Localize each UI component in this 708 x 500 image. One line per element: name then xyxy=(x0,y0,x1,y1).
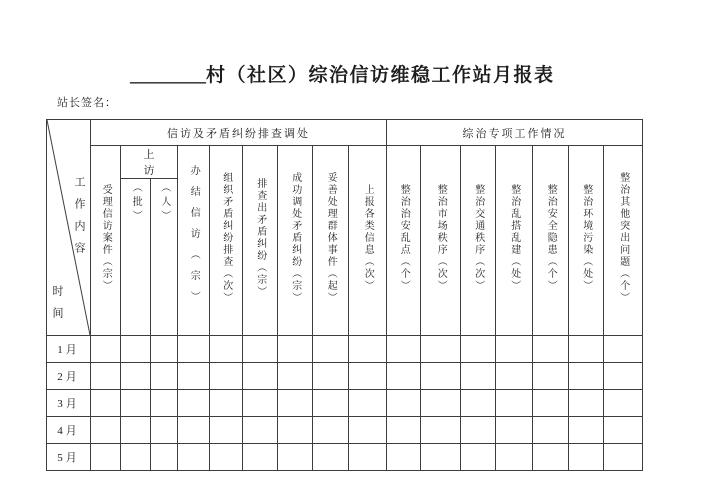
data-cell xyxy=(533,417,569,444)
data-cell xyxy=(496,390,533,417)
data-cell xyxy=(533,444,569,471)
data-cell xyxy=(313,417,349,444)
data-cell xyxy=(313,363,349,390)
data-cell xyxy=(496,417,533,444)
data-cell xyxy=(349,336,387,363)
data-cell xyxy=(91,417,121,444)
column-header-other-problems: 整治其他突出问题（个） xyxy=(604,146,643,336)
data-cell xyxy=(278,390,313,417)
data-cell xyxy=(461,444,496,471)
data-cell xyxy=(461,417,496,444)
data-cell xyxy=(210,363,243,390)
data-cell xyxy=(604,417,643,444)
data-cell xyxy=(91,336,121,363)
data-cell xyxy=(243,363,278,390)
page-title xyxy=(130,60,555,87)
data-cell xyxy=(121,390,151,417)
data-cell xyxy=(387,444,421,471)
data-cell xyxy=(533,390,569,417)
month-cell-jan: 1月 xyxy=(47,336,91,363)
data-cell xyxy=(533,336,569,363)
data-cell xyxy=(461,363,496,390)
data-cell xyxy=(604,363,643,390)
data-cell xyxy=(496,336,533,363)
data-cell xyxy=(349,390,387,417)
data-cell xyxy=(151,444,178,471)
data-cell xyxy=(151,336,178,363)
month-cell-mar: 3月 xyxy=(47,390,91,417)
data-cell xyxy=(243,444,278,471)
data-cell xyxy=(569,417,604,444)
data-cell xyxy=(604,336,643,363)
column-header-market-order: 整治市场秩序（次） xyxy=(421,146,461,336)
data-cell xyxy=(387,336,421,363)
data-cell xyxy=(313,390,349,417)
signature-label: 站长签名： xyxy=(57,97,117,109)
column-header-petition-persons: （人） xyxy=(151,179,178,336)
data-cell xyxy=(313,444,349,471)
data-cell xyxy=(278,363,313,390)
corner-cell xyxy=(47,120,91,336)
data-cell xyxy=(421,363,461,390)
data-cell xyxy=(178,336,210,363)
column-header-accepted-cases: 受理信访案件（宗） xyxy=(91,146,121,336)
month-cell-may: 5月 xyxy=(47,444,91,471)
data-cell xyxy=(210,444,243,471)
data-cell xyxy=(604,444,643,471)
data-cell xyxy=(210,417,243,444)
data-cell xyxy=(387,363,421,390)
data-cell xyxy=(243,390,278,417)
data-cell xyxy=(421,444,461,471)
data-cell xyxy=(349,444,387,471)
data-cell xyxy=(121,417,151,444)
data-cell xyxy=(278,444,313,471)
data-cell xyxy=(387,417,421,444)
data-cell xyxy=(121,336,151,363)
column-header-safety-hazards: 整治安全隐患（个） xyxy=(533,146,569,336)
data-cell xyxy=(178,444,210,471)
corner-column-axis-label: 工作内容 xyxy=(73,176,85,264)
data-cell xyxy=(533,363,569,390)
data-cell xyxy=(243,336,278,363)
column-header-petition-batches: （批） xyxy=(121,179,151,336)
page-title-text: 村（社区）综治信访维稳工作站月报表 xyxy=(206,65,555,86)
data-cell xyxy=(151,390,178,417)
data-cell xyxy=(121,363,151,390)
group-header-shangfang: 上访 xyxy=(121,146,178,179)
column-header-organized-investigations: 组织矛盾纠纷排查（次） xyxy=(210,146,243,336)
data-cell xyxy=(91,390,121,417)
column-header-environmental-pollution: 整治环境污染（处） xyxy=(569,146,604,336)
group-header-xinfang: 信访及矛盾纠纷排查调处 xyxy=(91,120,387,146)
column-header-closed-cases: 办结信访（宗） xyxy=(178,146,210,336)
corner-row-axis-label: 时间 xyxy=(51,285,63,329)
data-cell xyxy=(461,390,496,417)
data-cell xyxy=(421,390,461,417)
column-header-mass-incidents-handled: 妥善处理群体事件（起） xyxy=(313,146,349,336)
data-cell xyxy=(496,444,533,471)
data-cell xyxy=(178,363,210,390)
data-cell xyxy=(91,363,121,390)
title-blank-underline: ________ xyxy=(130,65,206,86)
data-cell xyxy=(421,417,461,444)
column-header-illegal-structures: 整治乱搭乱建（处） xyxy=(496,146,533,336)
data-cell xyxy=(569,336,604,363)
data-cell xyxy=(178,417,210,444)
data-cell xyxy=(569,363,604,390)
data-cell xyxy=(278,336,313,363)
data-cell xyxy=(313,336,349,363)
data-cell xyxy=(278,417,313,444)
monthly-report-table xyxy=(46,119,643,471)
data-cell xyxy=(604,390,643,417)
data-cell xyxy=(349,363,387,390)
data-cell xyxy=(569,444,604,471)
data-cell xyxy=(387,390,421,417)
data-cell xyxy=(91,444,121,471)
column-header-reports-submitted: 上报各类信息（次） xyxy=(349,146,387,336)
data-cell xyxy=(243,417,278,444)
data-cell xyxy=(178,390,210,417)
month-cell-feb: 2月 xyxy=(47,363,91,390)
data-cell xyxy=(210,336,243,363)
data-cell xyxy=(121,444,151,471)
column-header-disputes-found: 排查出矛盾纠纷（宗） xyxy=(243,146,278,336)
column-header-traffic-order: 整治交通秩序（次） xyxy=(461,146,496,336)
data-cell xyxy=(151,417,178,444)
data-cell xyxy=(496,363,533,390)
data-cell xyxy=(151,363,178,390)
data-cell xyxy=(569,390,604,417)
month-cell-apr: 4月 xyxy=(47,417,91,444)
data-cell xyxy=(421,336,461,363)
data-cell xyxy=(349,417,387,444)
data-cell xyxy=(461,336,496,363)
column-header-security-spots: 整治治安乱点（个） xyxy=(387,146,421,336)
data-cell xyxy=(210,390,243,417)
column-header-disputes-resolved: 成功调处矛盾纠纷（宗） xyxy=(278,146,313,336)
group-header-zongzhi: 综治专项工作情况 xyxy=(387,120,643,146)
